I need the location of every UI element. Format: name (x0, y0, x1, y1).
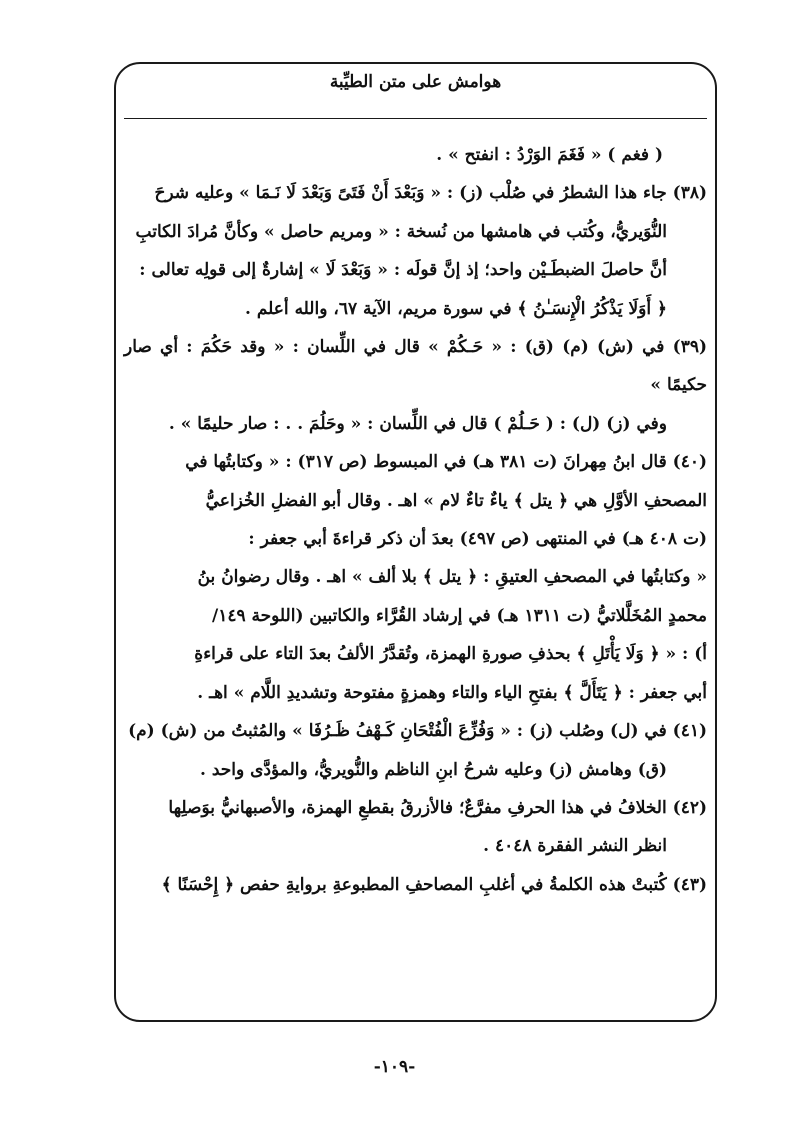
page-number: -١٠٩- (373, 1057, 416, 1077)
footnote-39-line: (٣٩) في (ش) (م) (ق) : « حَـكُمْ » قال في اللِّسان : « وقد حَكُمَ : أي صار حكيمًا » (124, 337, 707, 396)
footnote-41-line: (٤١) في (ل) وصُلب (ز) : « وَفُزِّعَ الْفُتْحَانِ كَـهْفُ ظَـرُفَا » والمُثبتُ من (ش) (م) (128, 721, 707, 742)
text-line: ( فغم ) « فَغَمَ الوَرْدُ : انفتح » . (436, 145, 663, 165)
text-line: محمدٍ المُخَلَّلاتيُّ (ت ١٣١١ هـ) في إرشاد القُرَّاء والكاتبين (اللوحة ١٤٩/ (211, 605, 707, 626)
text-line: وفي (ز) (ل) : ( حَـلُمْ ) قال في اللِّسان : « وحَلُمَ . . : صار حليمًا » . (168, 413, 667, 434)
text-line: النُّوَيريُّ، وكُتب في هامشها من نُسخة : « ومريم حاصل » وكأنَّ مُرادَ الكاتبِ (135, 221, 667, 242)
text-line: أ) : « ﴿ وَلَا يَأْتَلِ ﴾ بحذفِ صورةِ الهمزة، وتُقدَّرُ الألفُ بعدَ التاء على قراءةِ (194, 644, 707, 665)
text-line: (ق) وهامش (ز) وعليه شرحُ ابنِ الناظم والنُّويريُّ، والمؤدَّى واحد . (200, 759, 667, 780)
footnote-38-line: (٣٨) جاء هذا الشطرُ في صُلْب (ز) : « وَبَعْدَ أَنْ فَتَىً وَبَعْدَ لَا نَـمَا » وعليه شرحَ (154, 183, 707, 204)
header-rule (124, 118, 707, 119)
text-line: ﴿ أَوَلَا يَذْكُرُ الْإِنسَـٰنُ ﴾ في سورة مريم، الآية ٦٧، والله أعلم . (245, 298, 667, 319)
text-line: أبي جعفر : ﴿ يَتَأَلَّ ﴾ بفتحِ الياء والتاء وهمزةٍ مفتوحة وتشديدِ اللَّام » اهـ . (197, 682, 707, 703)
text-line: انظر النشر الفقرة ٤٠٤٨ . (483, 836, 667, 857)
footnotes-body (124, 136, 707, 904)
text-line: المصحفِ الأوَّلِ هي ﴿ يتل ﴾ ياءٌ تاءٌ لام » اهـ . وقال أبو الفضلِ الخُزاعيُّ (205, 490, 707, 511)
text-line: « وكتابتُها في المصحفِ العتيقِ : ﴿ يتل ﴾ بلا ألف » اهـ . وقال رضوانُ بنُ (197, 567, 707, 588)
text-line: أنَّ حاصلَ الضبطَـيْن واحد؛ إذ إنَّ قولَه : « وَبَعْدَ لَا » إشارةٌ إلى قولِه تعالى : (139, 260, 667, 281)
text-line: (ت ٤٠٨ هـ) في المنتهى (ص ٤٩٧) بعدَ أن ذكر قراءةَ أبي جعفر : (248, 529, 707, 550)
footnote-42-line: (٤٢) الخلافُ في هذا الحرفِ مفرَّعٌ؛ فالأزرقُ بقطعِ الهمزة، والأصبهانيُّ بوَصلِها (168, 797, 707, 818)
running-head: هوامش على متن الطيِّبة (329, 72, 502, 92)
footnote-40-line: (٤٠) قال ابنُ مِهرانَ (ت ٣٨١ هـ) في المبسوط (ص ٣١٧) : « وكتابتُها في (185, 452, 707, 473)
footnote-43-line: (٤٣) كُتبتْ هذه الكلمةُ في أغلبِ المصاحفِ المطبوعةِ بروايةِ حفص ﴿ إِحْسَنًا ﴾ (161, 874, 707, 895)
